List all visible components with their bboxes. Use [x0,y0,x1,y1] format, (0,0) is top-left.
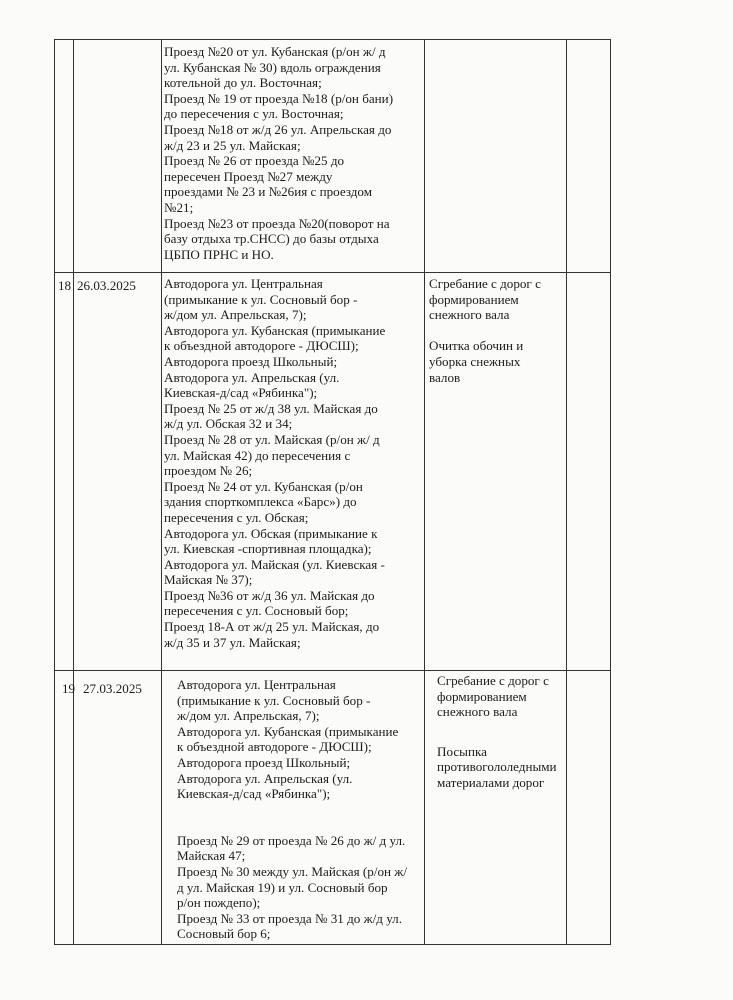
road-line: Проезд №18 от ж/д 26 ул. Апрельская до [164,121,392,137]
road-line: (примыкание к ул. Сосновый бор - [164,291,358,307]
work-line [429,323,562,339]
work-line: Очитка обочин и [429,338,524,354]
road-line: проездами № 23 и №26ия с проездом [164,184,373,200]
road-line: Проезд № 26 от проезда №25 до [164,153,345,169]
col-border-right [610,39,611,945]
row-divider [54,670,611,671]
col-divider-date [161,39,162,945]
road-line: Проезд № 33 от проезда № 31 до ж/д ул. [177,910,402,926]
col-divider-roads [424,39,425,945]
road-line: Проезд № 25 от ж/д 38 ул. Майская до [164,400,378,416]
road-line: Автодорога ул. Кубанская (примыкание [177,723,399,739]
road-line: проездом № 26; [164,463,253,479]
road-line: Майская 47; [177,848,246,864]
road-line: №21; [164,199,194,215]
road-line: до пересечения с ул. Восточная; [164,106,344,122]
work-line: формированием [437,688,527,704]
row-18-roads-cell [164,276,419,650]
table-top-border [54,39,611,40]
road-line: ж/д 23 и 25 ул. Майская; [164,137,301,153]
col-divider-num [73,39,74,945]
work-line: Сгребание с дорог с [429,276,541,291]
col-border-left [54,39,55,945]
road-line: Автодорога ул. Центральная [164,276,323,291]
road-line: Проезд № 29 от проезда № 26 до ж/ д ул. [177,832,406,848]
work-line: Сгребание с дорог с [437,673,549,688]
work-line: валов [429,369,461,385]
work-line: формированием [429,291,519,307]
road-line: Майская № 37); [164,572,253,588]
road-line: ж/д ул. Обская 32 и 34; [164,416,293,432]
road-line: Автодорога ул. Обская (примыкание к [164,525,378,541]
road-line: ул. Киевская -спортивная площадка); [164,541,372,557]
row-19-roads-cell [177,677,422,942]
row-18-works-cell [429,276,562,385]
road-line: Проезд № 24 от ул. Кубанская (р/он [164,478,363,494]
road-line: Автодорога проезд Школьный; [177,754,351,770]
road-line: базу отдыха тр.СНСС) до базы отдыха [164,231,379,247]
road-line: р/он пождепо); [177,895,261,911]
road-line [177,802,422,833]
road-line: Киевская-д/сад «Рябинка"); [177,786,331,802]
work-line [437,720,567,744]
road-line: пересечения с ул. Сосновый бор; [164,603,349,619]
road-line: Автодорога ул. Кубанская (примыкание [164,322,386,338]
road-line: Проезд 18-А от ж/д 25 ул. Майская, до [164,619,380,635]
road-line: к объездной автодороге - ДЮСШ); [164,338,359,354]
work-line: снежного вала [429,307,510,323]
road-line: Проезд № 19 от проезда №18 (р/он бани) [164,90,394,106]
road-line: Автодорога проезд Школьный; [164,353,338,369]
table-bottom-border [54,944,611,945]
road-line: котельной до ул. Восточная; [164,75,322,91]
work-line: Посыпка [437,743,487,759]
road-line: Проезд № 28 от ул. Майская (р/он ж/ д [164,431,380,447]
road-line: ж/дом ул. Апрельская, 7); [177,708,320,724]
road-line: ул. Кубанская № 30) вдоль ограждения [164,59,381,75]
work-line: противогололедными [437,759,557,775]
row-18-number: 18 [58,278,72,293]
work-line: уборка снежных [429,353,521,369]
road-line: пересечения с ул. Обская; [164,509,309,525]
row-1-roads-cell [164,44,419,262]
road-line: к объездной автодороге - ДЮСШ); [177,739,372,755]
road-line: ж/дом ул. Апрельская, 7); [164,307,307,323]
row-divider [54,272,611,273]
road-line: Проезд №36 от ж/д 36 ул. Майская до [164,587,375,603]
row-18-date: 26.03.2025 [77,278,136,293]
road-line: Автодорога ул. Апрельская (ул. [177,770,353,786]
road-line: Проезд № 30 между ул. Майская (р/он ж/ [177,863,407,879]
road-line: пересечен Проезд №27 между [164,168,333,184]
row-19-number: 19 [62,681,76,696]
road-line: (примыкание к ул. Сосновый бор - [177,692,371,708]
road-line: Киевская-д/сад «Рябинка"); [164,385,318,401]
road-line: ЦБПО ПРНС и НО. [164,246,274,262]
road-line: д ул. Майская 19) и ул. Сосновый бор [177,879,388,895]
road-line: Автодорога ул. Апрельская (ул. [164,369,340,385]
work-line: снежного вала [437,704,518,720]
road-line: Сосновый бор 6; [177,926,271,942]
work-line: материалами дорог [437,774,545,790]
col-divider-works [566,39,567,945]
road-line: ул. Майская 42) до пересечения с [164,447,351,463]
road-line: здания спорткомплекса «Барс») до [164,494,357,510]
road-line: Проезд №20 от ул. Кубанская (р/он ж/ д [164,44,386,59]
road-line: Проезд №23 от проезда №20(поворот на [164,215,390,231]
row-19-works-cell [437,673,567,791]
road-line: Автодорога ул. Центральная [177,677,336,692]
row-19-date: 27.03.2025 [83,681,142,696]
road-line: Автодорога ул. Майская (ул. Киевская - [164,556,385,572]
road-line: ж/д 35 и 37 ул. Майская; [164,634,301,650]
